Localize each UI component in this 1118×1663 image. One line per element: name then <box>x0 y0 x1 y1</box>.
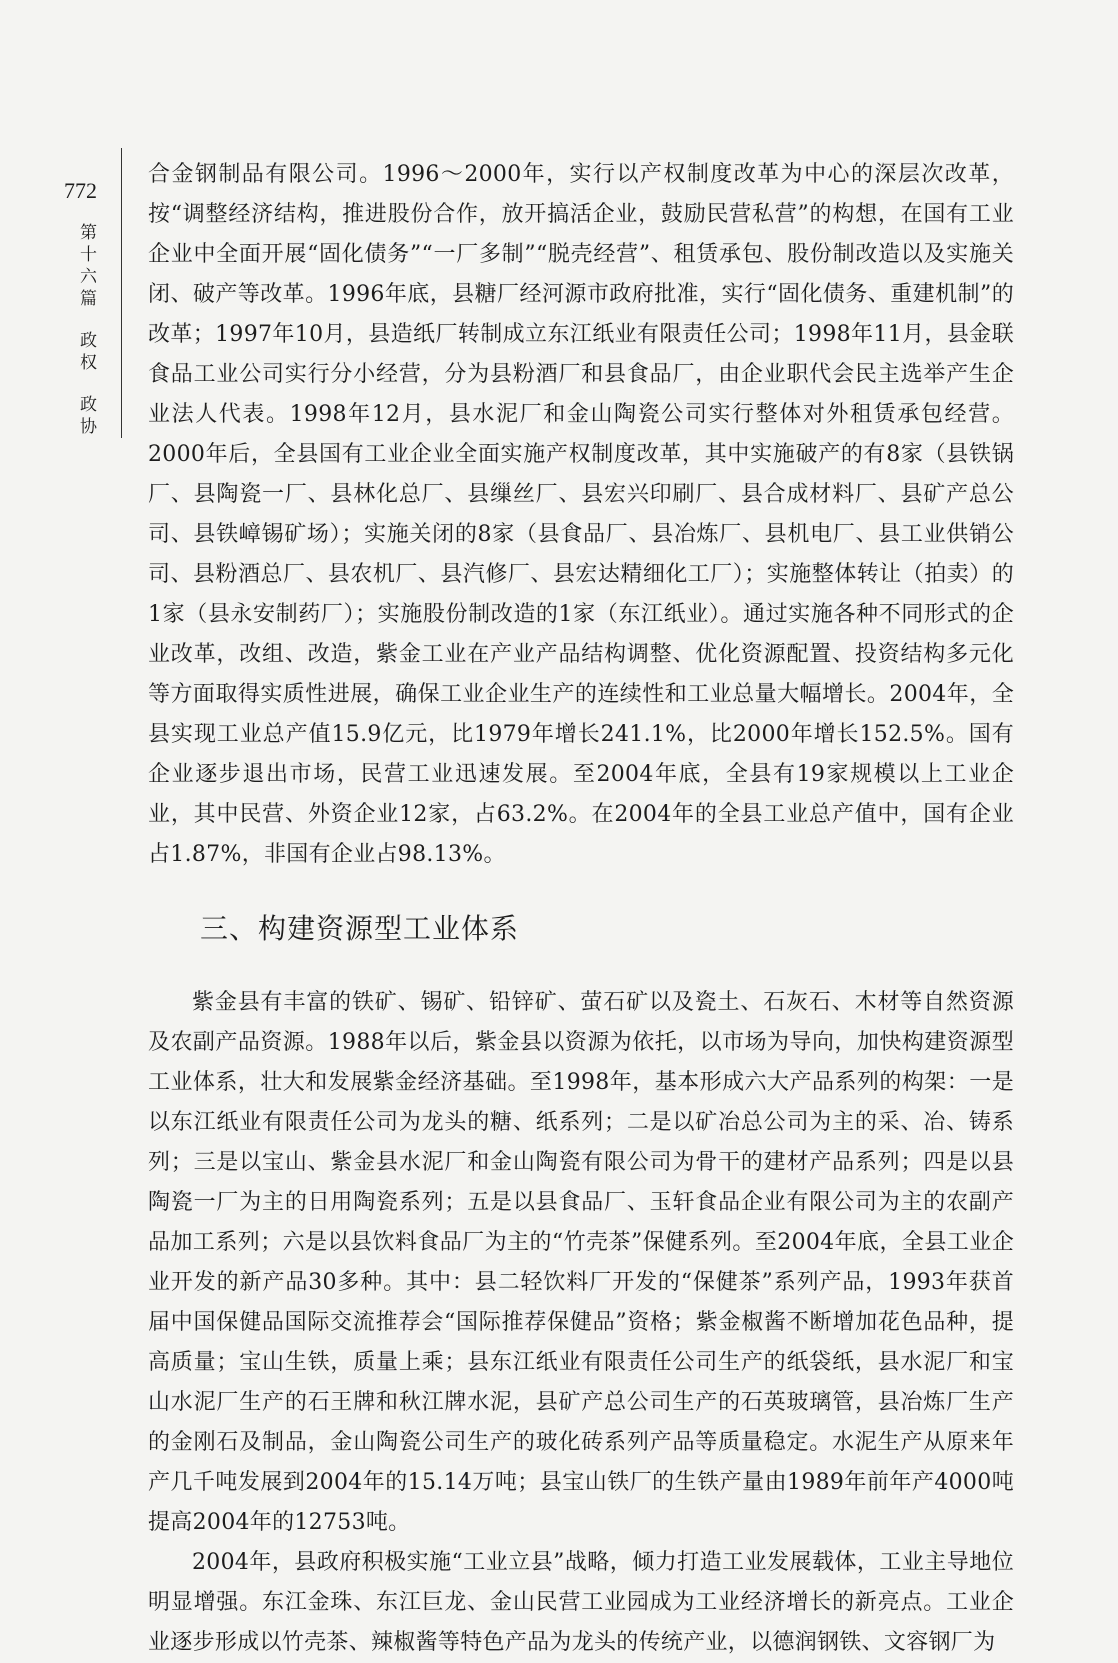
side-title-char: 协 <box>80 417 97 437</box>
side-title-char: 六 <box>80 267 97 287</box>
main-text <box>148 155 1014 1663</box>
running-header-vertical <box>80 222 97 438</box>
side-title-char: 政 <box>80 331 97 351</box>
side-title-char: 篇 <box>80 289 97 309</box>
paragraph-1: 合金钢制品有限公司。1996～2000年，实行以产权制度改革为中心的深层次改革，按“调整经济结构，推进股份合作，放开搞活企业，鼓励民营私营”的构想，在国有工业企业中全面开展“固化债务”“一厂多制”“脱壳经营”、租赁承包、股份制改造以及实施关闭、破产等改革。1996年底，县糖厂经河源市政府批准，实行“固化债务、重建机制”的改革；1997年10月，县造纸厂转制成立东江纸业有限责任公司；1998年11月，县金联食品工业公司实行分小经营，分为县粉酒厂和县食品厂，由企业职代会民主选举产生企业法人代表。1998年12月，县水泥厂和金山陶瓷公司实行整体对外租赁承包经营。2000年后，全县国有工业企业全面实施产权制度改革，其中实施破产的有8家（县铁锅厂、县陶瓷一厂、县林化总厂、县缫丝厂、县宏兴印刷厂、县合成材料厂、县矿产总公司、县铁嶂锡矿场）；实施关闭的8家（县食品厂、县冶炼厂、县机电厂、县工业供销公司、县粉酒总厂、县农机厂、县汽修厂、县宏达精细化工厂）；实施整体转让（拍卖）的1家（县永安制药厂）；实施股份制改造的1家（东江纸业）。通过实施各种不同形式的企业改革，改组、改造，紫金工业在产业产品结构调整、优化资源配置、投资结构多元化等方面取得实质性进展，确保工业企业生产的连续性和工业总量大幅增长。2004年，全县实现工业总产值15.9亿元，比1979年增长241.1%，比2000年增长152.5%。国有企业逐步退出市场，民营工业迅速发展。至2004年底，全县有19家规模以上工业企业，其中民营、外资企业12家，占63.2%。在2004年的全县工业总产值中，国有企业占1.87%，非国有企业占98.13%。 <box>148 162 1014 867</box>
side-title-char: 政 <box>80 395 97 415</box>
paragraph-3: 2004年，县政府积极实施“工业立县”战略，倾力打造工业发展载体，工业主导地位明显增强。东江金珠、东江巨龙、金山民营工业园成为工业经济增长的新亮点。工业企业逐步形成以竹壳茶、辣椒酱等特色产品为龙头的传统产业，以德润钢铁、文容钢厂为 <box>148 1550 1014 1655</box>
side-title-char: 十 <box>80 245 97 265</box>
side-title-char: 第 <box>80 223 97 243</box>
paragraph-2: 紫金县有丰富的铁矿、锡矿、铅锌矿、萤石矿以及瓷土、石灰石、木材等自然资源及农副产品资源。1988年以后，紫金县以资源为依托，以市场为导向，加快构建资源型工业体系，壮大和发展紫金经济基础。至1998年，基本形成六大产品系列的构架：一是以东江纸业有限责任公司为龙头的糖、纸系列；二是以矿冶总公司为主的采、冶、铸系列；三是以宝山、紫金县水泥厂和金山陶瓷有限公司为骨干的建材产品系列；四是以县陶瓷一厂为主的日用陶瓷系列；五是以县食品厂、玉轩食品企业有限公司为主的农副产品加工系列；六是以县饮料食品厂为主的“竹壳茶”保健系列。至2004年底，全县工业企业开发的新产品30多种。其中：县二轻饮料厂开发的“保健茶”系列产品，1993年获首届中国保健品国际交流推荐会“国际推荐保健品”资格；紫金椒酱不断增加花色品种，提高质量；宝山生铁，质量上乘；县东江纸业有限责任公司生产的纸袋纸，县水泥厂和宝山水泥厂生产的石王牌和秋江牌水泥，县矿产总公司生产的石英玻璃管，县冶炼厂生产的金刚石及制品，金山陶瓷公司生产的玻化砖系列产品等质量稳定。水泥生产从原来年产几千吨发展到2004年的15.14万吨；县宝山铁厂的生铁产量由1989年前年产4000吨提高2004年的12753吨。 <box>148 990 1014 1535</box>
section-heading: 三、构建资源型工业体系 <box>200 912 520 945</box>
page-number: 772 <box>64 178 97 203</box>
side-title-char: 权 <box>80 353 97 373</box>
margin-divider <box>121 148 122 438</box>
